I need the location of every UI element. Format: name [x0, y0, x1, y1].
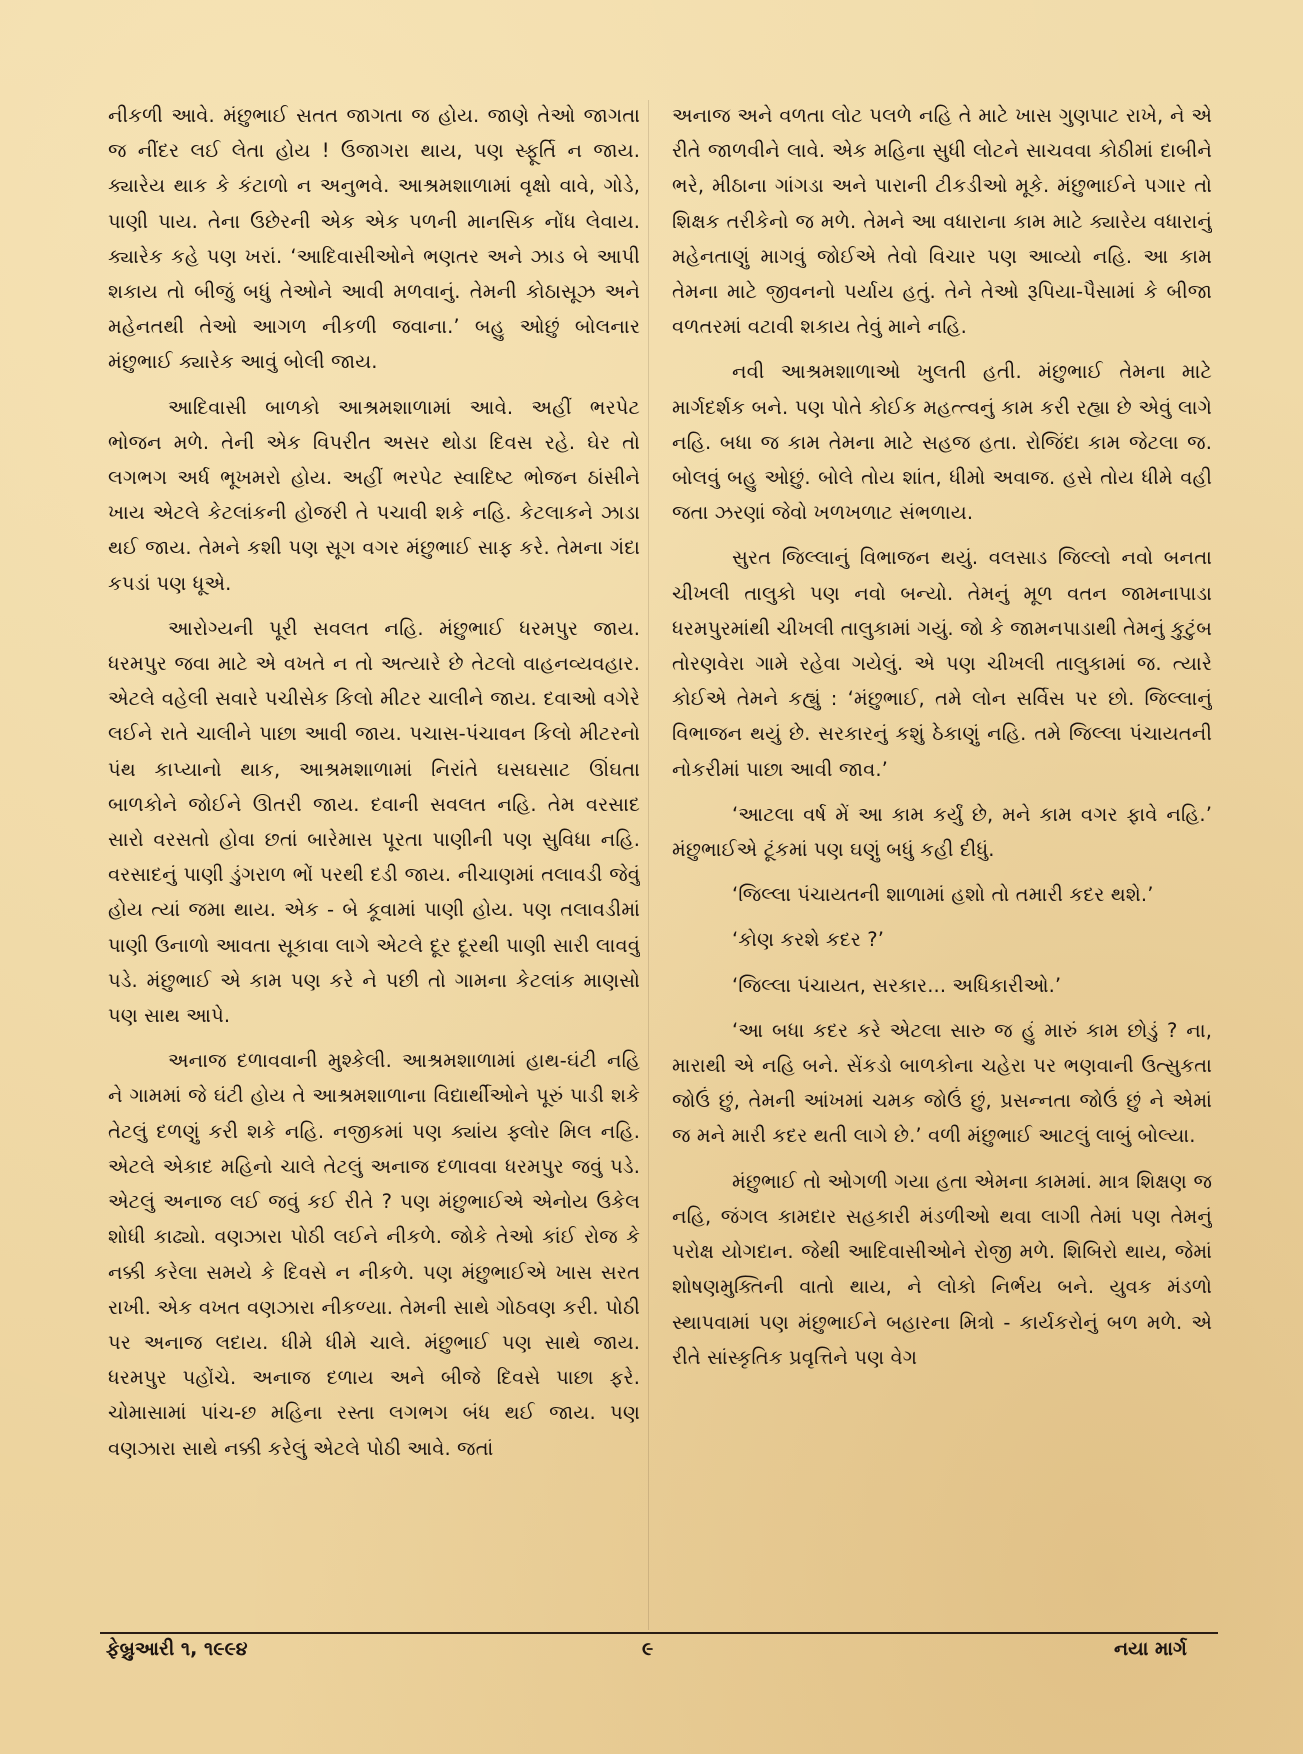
paragraph: આદિવાસી બાળકો આશ્રમશાળામાં આવે. અહીં ભરપેટ ભોજન મળે. તેની એક વિપરીત અસર થોડા દિવસ રહે. ઘેર તો લગભગ અર્ધ ભૂખમરો હોય. અહીં ભરપેટ સ્વાદિષ્ટ ભોજન ઠાંસીને ખાય એટલે કેટલાંકની હોજરી તે પચાવી શકે નહિ. કેટલાકને ઝાડા થઈ જાય. તેમને કશી પણ સૂગ વગર મંછુભાઈ સાફ કરે. તેમના ગંદા કપડાં પણ ધૂએ.	[108, 395, 640, 595]
paragraph: ‘આ બધા કદર કરે એટલા સારુ જ હું મારું કામ છોડું ? ના, મારાથી એ નહિ બને. સેંકડો બાળકોના ચહેરા પર ભણવાની ઉત્સુકતા જોઉં છું, તેમની આંખમાં ચમક જોઉં છું, પ્રસન્નતા જોઉં છું ને એમાં જ મને મારી કદર થતી લાગે છે.’ વળી મંછુભાઈ આટલું લાબું બોલ્યા.	[672, 1018, 1212, 1148]
paragraph: સુરત જિલ્લાનું વિભાજન થયું. વલસાડ જિલ્લો નવો બનતા ચીખલી તાલુકો પણ નવો બન્યો. તેમનું મૂળ વતન જામનાપાડા ધરમપુરમાંથી ચીખલી તાલુકામાં ગયું. જો કે જામનપાડાથી તેમનું કુટુંબ તોરણવેરા ગામે રહેવા ગયેલું. એ પણ ચીખલી તાલુકામાં જ. ત્યારે કોઈએ તેમને કહ્યું : ‘મંછુભાઈ, તમે લોન સર્વિસ પર છો. જિલ્લાનું વિભાજન થયું છે. સરકારનું કશું ઠેકાણું નહિ. તમે જિલ્લા પંચાયતની નોકરીમાં પાછા આવી જાવ.’	[672, 546, 1212, 781]
column-divider	[648, 100, 649, 1630]
left-column	[108, 98, 640, 1628]
paragraph: ‘જિલ્લા પંચાયત, સરકાર... અધિકારીઓ.’	[732, 973, 1062, 997]
page-number: ૯	[642, 1638, 654, 1660]
paragraph: અનાજ અને વળતા લોટ પલળે નહિ તે માટે ખાસ ગુણપાટ રાખે, ને એ રીતે જાળવીને લાવે. એક મહિના સુધી લોટને સાચવવા કોઠીમાં દાબીને ભરે, મીઠાના ગાંગડા અને પારાની ટીકડીઓ મૂકે. મંછુભાઈને પગાર તો શિક્ષક તરીકેનો જ મળે. તેમને આ વધારાના કામ માટે ક્યારેય વધારાનું મહેનતાણું માગવું જોઈએ તેવો વિચાર પણ આવ્યો નહિ. આ કામ તેમના માટે જીવનનો પર્યાય હતું. તેને તેઓ રૂપિયા-પૈસામાં કે બીજા વળતરમાં વટાવી શકાય તેવું માને નહિ.	[672, 104, 1212, 339]
right-column	[672, 98, 1212, 1628]
paragraph: નવી આશ્રમશાળાઓ ખુલતી હતી. મંછુભાઈ તેમના માટે માર્ગદર્શક બને. પણ પોતે કોઈક મહત્ત્વનું કામ કરી રહ્યા છે એવું લાગે નહિ. બધા જ કામ તેમના માટે સહજ હતા. રોજિંદા કામ જેટલા જ. બોલવું બહુ ઓછું. બોલે તોય શાંત, ધીમો અવાજ. હસે તોય ધીમે વહી જતા ઝરણાં જેવો ખળખળાટ સંભળાય.	[672, 360, 1212, 525]
magazine-name: નયા માર્ગ	[1114, 1638, 1187, 1660]
paragraph: ‘કોણ કરશે કદર ?’	[732, 928, 885, 952]
footer-date: ફેબ્રુઆરી ૧, ૧૯૯૪	[106, 1638, 248, 1660]
paragraph: ‘જિલ્લા પંચાયતની શાળામાં હશો તો તમારી કદર થશે.’	[732, 883, 1154, 907]
paragraph: મંછુભાઈ તો ઓગળી ગયા હતા એમના કામમાં. માત્ર શિક્ષણ જ નહિ, જંગલ કામદાર સહકારી મંડળીઓ થવા લાગી તેમાં પણ તેમનું પરોક્ષ યોગદાન. જેથી આદિવાસીઓને રોજી મળે. શિબિરો થાય, જેમાં શોષણમુક્તિની વાતો થાય, ને લોકો નિર્ભય બને. યુવક મંડળો સ્થાપવામાં પણ મંછુભાઈને બહારના મિત્રો - કાર્યકરોનું બળ મળે. એ રીતે સાંસ્કૃતિક પ્રવૃત્તિને પણ વેગ	[672, 1169, 1212, 1369]
paragraph: અનાજ દળાવવાની મુશ્કેલી. આશ્રમશાળામાં હાથ-ઘંટી નહિ ને ગામમાં જે ઘંટી હોય તે આશ્રમશાળાના વિદ્યાર્થીઓને પૂરું પાડી શકે તેટલું દળણું કરી શકે નહિ. નજીકમાં પણ ક્યાંય ફ્લોર મિલ નહિ. એટલે એકાદ મહિનો ચાલે તેટલું અનાજ દળાવવા ધરમપુર જવું પડે. એટલું અનાજ લઈ જવું કઈ રીતે ? પણ મંછુભાઈએ એનોય ઉકેલ શોધી કાઢ્યો. વણઝારા પોઠી લઈને નીકળે. જોકે તેઓ કાંઈ રોજ કે નક્કી કરેલા સમયે કે દિવસે ન નીકળે. પણ મંછુભાઈએ ખાસ સરત રાખી. એક વખત વણઝારા નીકળ્યા. તેમની સાથે ગોઠવણ કરી. પોઠી પર અનાજ લદાય. ધીમે ધીમે ચાલે. મંછુભાઈ પણ સાથે જાય. ધરમપુર પહોંચે. અનાજ દળાય અને બીજે દિવસે પાછા ફરે. ચોમાસામાં પાંચ-છ મહિના રસ્તા લગભગ બંધ થઈ જાય. પણ વણઝારા સાથે નક્કી કરેલું એટલે પોઠી આવે. જતાં	[108, 1049, 640, 1460]
paragraph: નીકળી આવે. મંછુભાઈ સતત જાગતા જ હોય. જાણે તેઓ જાગતા જ નીંદર લઈ લેતા હોય ! ઉજાગરા થાય, પણ સ્ફૂર્તિ ન જાય. ક્યારેય થાક કે કંટાળો ન અનુભવે. આશ્રમશાળામાં વૃક્ષો વાવે, ગોડે, પાણી પાય. તેના ઉછેરની એક એક પળની માનસિક નોંધ લેવાય. ક્યારેક કહે પણ ખરાં. ‘આદિવાસીઓને ભણતર અને ઝાડ બે આપી શકાય તો બીજું બધું તેઓને આવી મળવાનું. તેમની કોઠાસૂઝ અને મહેનતથી તેઓ આગળ નીકળી જવાના.’ બહુ ઓછું બોલનાર મંછુભાઈ ક્યારેક આવું બોલી જાય.	[108, 104, 640, 374]
paragraph: ‘આટલા વર્ષ મેં આ કામ કર્યું છે, મને કામ વગર ફાવે નહિ.’ મંછુભાઈએ ટૂંકમાં પણ ઘણું બધું કહી દીધું.	[672, 802, 1212, 862]
footer-rule	[100, 1632, 1218, 1634]
paragraph: આરોગ્યની પૂરી સવલત નહિ. મંછુભાઈ ધરમપુર જાય. ધરમપુર જવા માટે એ વખતે ન તો અત્યારે છે તેટલો વાહનવ્યવહાર. એટલે વહેલી સવારે પચીસેક કિલો મીટર ચાલીને જાય. દવાઓ વગેરે લઈને રાતે ચાલીને પાછા આવી જાય. પચાસ-પંચાવન કિલો મીટરનો પંથ કાપ્યાનો થાક, આશ્રમશાળામાં નિરાંતે ઘસઘસાટ ઊંઘતા બાળકોને જોઈને ઊતરી જાય. દવાની સવલત નહિ. તેમ વરસાદ સારો વરસતો હોવા છતાં બારેમાસ પૂરતા પાણીની પણ સુવિધા નહિ. વરસાદનું પાણી ડુંગરાળ ભોં પરથી દડી જાય. નીચાણમાં તલાવડી જેવું હોય ત્યાં જમા થાય. એક - બે કૂવામાં પાણી હોય. પણ તલાવડીમાં પાણી ઉનાળો આવતા સૂકાવા લાગે એટલે દૂર દૂરથી પાણી સારી લાવવું પડે. મંછુભાઈ એ કામ પણ કરે ને પછી તો ગામના કેટલાંક માણસો પણ સાથ આપે.	[108, 616, 640, 1028]
